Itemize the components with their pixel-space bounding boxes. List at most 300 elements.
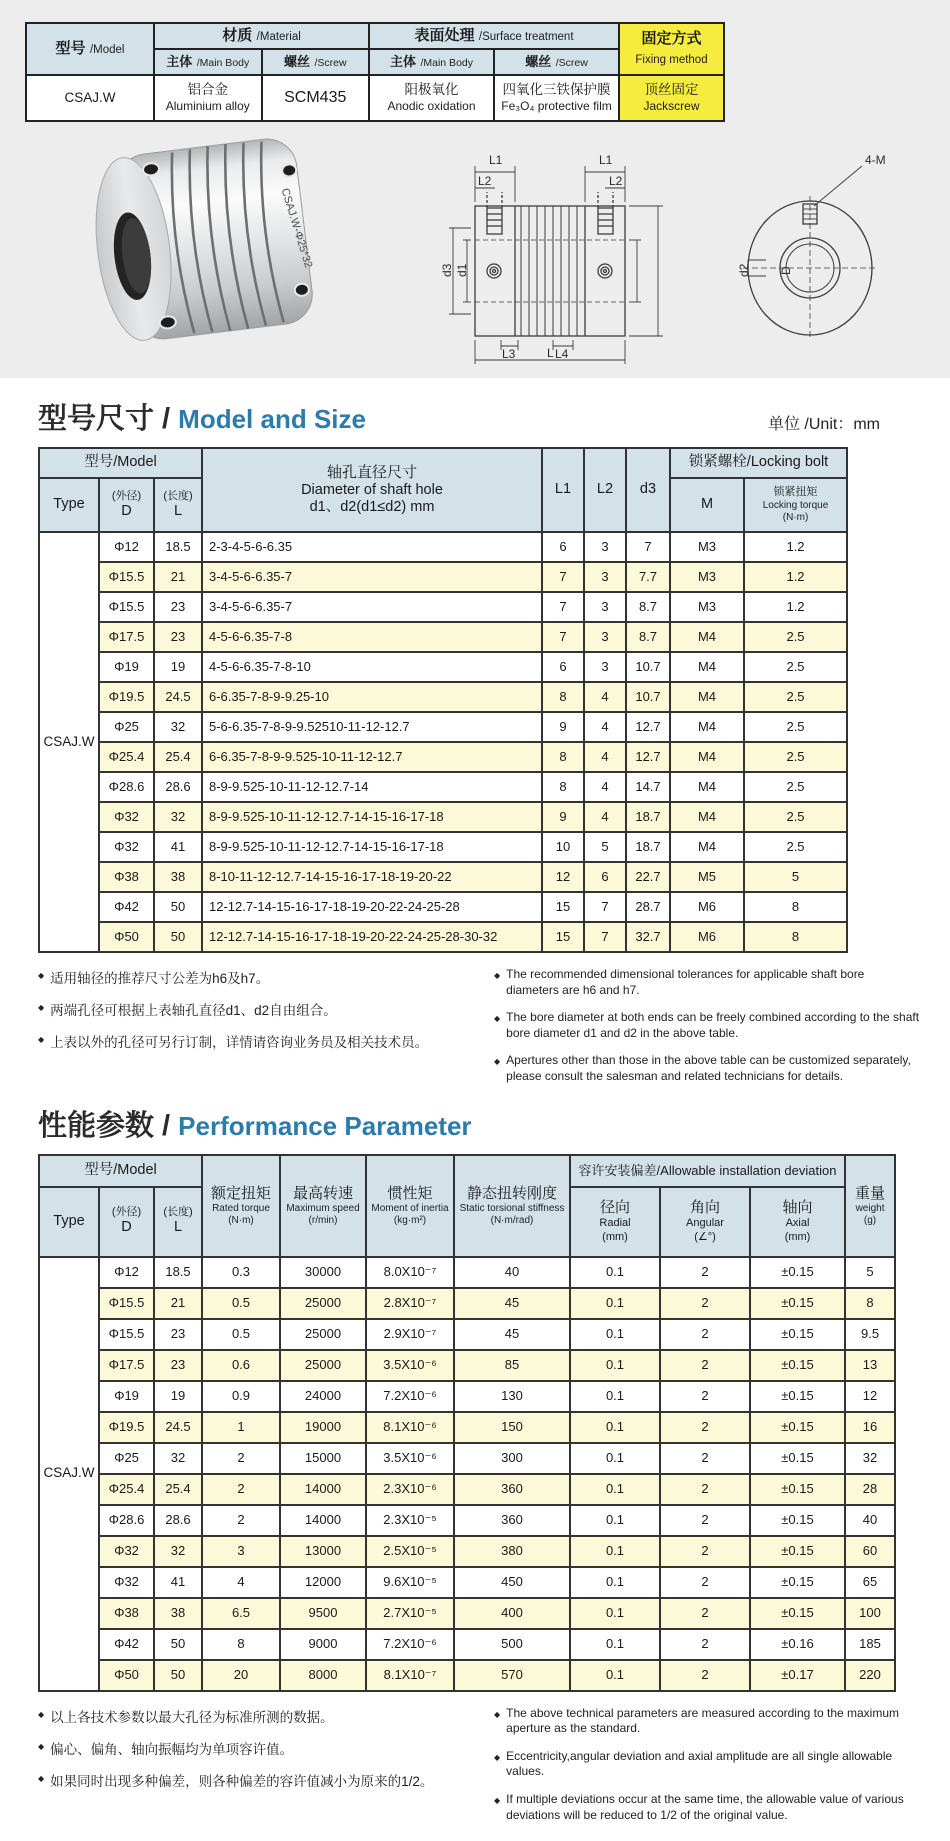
cell: 5-6-6.35-7-8-9-9.52510-11-12-12.7	[202, 712, 542, 742]
cell: 8-10-11-12-12.7-14-15-16-17-18-19-20-22	[202, 862, 542, 892]
dim-label-L1-right: L1	[599, 153, 613, 167]
cell: Φ38	[99, 1598, 154, 1629]
note-text: The bore diameter at both ends can be freely combined according to the shaft bore diameter d1 and d2 in the above table.	[506, 1010, 920, 1040]
perf-header-type: Type	[39, 1187, 99, 1257]
cell: 28.7	[626, 892, 670, 922]
cell: 0.5	[202, 1319, 280, 1350]
spec-material-body: 铝合金 Aluminium alloy	[154, 75, 262, 121]
size-notes-cn	[38, 967, 494, 1097]
note-text: 适用轴径的推荐尺寸公差为h6及h7。	[50, 971, 270, 986]
side-view-drawing	[405, 128, 793, 368]
cell: 4	[584, 682, 626, 712]
cell: 8	[542, 742, 584, 772]
cell: M3	[670, 562, 744, 592]
cell: 2.5	[744, 712, 847, 742]
cell: ±0.15	[750, 1567, 845, 1598]
cell: 2	[660, 1598, 750, 1629]
cell: 28.6	[154, 1505, 202, 1536]
table-row	[39, 862, 847, 892]
cell: 25000	[280, 1288, 366, 1319]
leader-line	[814, 166, 862, 206]
cell: 23	[154, 592, 202, 622]
cell: Φ25.4	[99, 742, 154, 772]
cell: ±0.15	[750, 1474, 845, 1505]
cell: 0.5	[202, 1288, 280, 1319]
cell: 6	[542, 532, 584, 562]
cell: 13	[845, 1350, 895, 1381]
cell: 3.5X10⁻⁶	[366, 1443, 454, 1474]
cell: 3	[584, 562, 626, 592]
note-text: The above technical parameters are measured according to the maximum aperture as the standard.	[506, 1705, 900, 1736]
perf-notes-en	[494, 1706, 920, 1836]
cell: 19	[154, 1381, 202, 1412]
cell: 14000	[280, 1505, 366, 1536]
note-item	[494, 1706, 920, 1737]
photo-engraving-text: CSAJ.W-Φ25*32	[278, 186, 315, 270]
table-row	[39, 832, 847, 862]
cell: ±0.15	[750, 1257, 845, 1288]
dim-label-D: D	[779, 266, 793, 275]
cell: 8-9-9.525-10-11-12-12.7-14-15-16-17-18	[202, 802, 542, 832]
cell: 500	[454, 1629, 570, 1660]
cell: 2	[202, 1505, 280, 1536]
table-row	[39, 682, 847, 712]
cell: 10.7	[626, 682, 670, 712]
cell: 9.6X10⁻⁵	[366, 1567, 454, 1598]
cell: 4	[584, 802, 626, 832]
cell: 50	[154, 922, 202, 952]
perf-notes-cn	[38, 1706, 494, 1836]
cell: 28	[845, 1474, 895, 1505]
cell: M4	[670, 622, 744, 652]
cell: M6	[670, 892, 744, 922]
spec-header-material: 材质 /Material	[154, 23, 369, 49]
cell: 8	[744, 892, 847, 922]
spec-header-model: 型号 /Model	[26, 23, 154, 75]
cell: ±0.15	[750, 1412, 845, 1443]
cell: M4	[670, 652, 744, 682]
cell: 32	[154, 802, 202, 832]
cell: 4	[202, 1567, 280, 1598]
note-item	[38, 1706, 464, 1726]
perf-table-body	[39, 1257, 895, 1691]
cell: 24000	[280, 1381, 366, 1412]
cell: 12000	[280, 1567, 366, 1598]
cell: 4	[584, 772, 626, 802]
spec-header-fixing: 固定方式 Fixing method	[619, 23, 724, 75]
cell: 185	[845, 1629, 895, 1660]
cell: 2	[660, 1629, 750, 1660]
cell: 19000	[280, 1412, 366, 1443]
cell: 2.5	[744, 742, 847, 772]
cell: ±0.15	[750, 1350, 845, 1381]
cell: 1.2	[744, 592, 847, 622]
cell: ±0.17	[750, 1660, 845, 1691]
set-screw-left	[487, 192, 502, 234]
cell: ±0.15	[750, 1443, 845, 1474]
cell: Φ32	[99, 1567, 154, 1598]
note-item	[38, 1031, 464, 1051]
cell: 2	[660, 1474, 750, 1505]
cell: 2	[660, 1443, 750, 1474]
cell: 45	[454, 1288, 570, 1319]
cell: 4-5-6-6.35-7-8	[202, 622, 542, 652]
cell: 12-12.7-14-15-16-17-18-19-20-22-24-25-28-30-32	[202, 922, 542, 952]
cell: 2.5	[744, 772, 847, 802]
dim-label-d2: d2	[737, 263, 751, 277]
size-header-locking: 锁紧螺栓/Locking bolt	[670, 448, 847, 478]
cell: 32	[154, 712, 202, 742]
perf-notes	[38, 1706, 950, 1836]
cell: 2.5	[744, 682, 847, 712]
note-item	[494, 1749, 920, 1780]
unit-label: 单位 /Unit：mm	[767, 416, 880, 433]
cell: 2	[660, 1288, 750, 1319]
spec-subheader-main-body-2: 主体 /Main Body	[369, 49, 494, 75]
cell: Φ32	[99, 832, 154, 862]
perf-header-axial: 轴向 Axial (mm)	[750, 1187, 845, 1257]
table-row	[39, 1319, 895, 1350]
cell: 2.7X10⁻⁵	[366, 1598, 454, 1629]
cell: 2.3X10⁻⁵	[366, 1505, 454, 1536]
cell: 7.2X10⁻⁶	[366, 1629, 454, 1660]
cell: 24.5	[154, 1412, 202, 1443]
cell: Φ19.5	[99, 1412, 154, 1443]
cell: Φ12	[99, 1257, 154, 1288]
table-row	[39, 562, 847, 592]
cell: Φ19	[99, 652, 154, 682]
cell: M3	[670, 592, 744, 622]
cell: 19	[154, 652, 202, 682]
size-table	[38, 447, 848, 953]
dim-label-d1: d1	[455, 263, 469, 277]
cell: 8.1X10⁻⁶	[366, 1412, 454, 1443]
cell: 8	[542, 682, 584, 712]
cell: 8.7	[626, 622, 670, 652]
table-row	[39, 1412, 895, 1443]
cell: 3-4-5-6-6.35-7	[202, 562, 542, 592]
diamond-bullet-icon: ◆	[38, 1003, 45, 1012]
diamond-bullet-icon: ◆	[494, 1014, 501, 1024]
table-row	[39, 622, 847, 652]
note-item	[38, 1738, 464, 1758]
size-notes-en	[494, 967, 920, 1097]
cell: 25.4	[154, 1474, 202, 1505]
cell: 0.1	[570, 1381, 660, 1412]
cell: 9	[542, 802, 584, 832]
cell: 7	[584, 892, 626, 922]
table-row	[39, 1474, 895, 1505]
diamond-bullet-icon: ◆	[494, 1795, 501, 1805]
cell: M4	[670, 712, 744, 742]
cell: 38	[154, 1598, 202, 1629]
cell: 8.0X10⁻⁷	[366, 1257, 454, 1288]
cell: 5	[584, 832, 626, 862]
spec-subheader-screw-1: 螺丝 /Screw	[262, 49, 370, 75]
type-cell: CSAJ.W	[39, 1257, 99, 1691]
cell: 2	[660, 1350, 750, 1381]
cell: ±0.15	[750, 1536, 845, 1567]
spec-material-screw: SCM435	[262, 75, 370, 121]
cell: Φ28.6	[99, 1505, 154, 1536]
cell: 0.3	[202, 1257, 280, 1288]
cell: 2	[660, 1505, 750, 1536]
table-row	[39, 892, 847, 922]
cell: 0.1	[570, 1350, 660, 1381]
cell: 1.2	[744, 532, 847, 562]
cell: 12.7	[626, 712, 670, 742]
table-row	[39, 1288, 895, 1319]
cell: 22.7	[626, 862, 670, 892]
note-text: Eccentricity,angular deviation and axial amplitude are all single allowable values.	[506, 1748, 893, 1779]
cell: 23	[154, 1350, 202, 1381]
table-row	[39, 1381, 895, 1412]
cell: 2	[660, 1381, 750, 1412]
cell: 9500	[280, 1598, 366, 1629]
cell: 220	[845, 1660, 895, 1691]
cell: 2	[660, 1257, 750, 1288]
cell: Φ32	[99, 1536, 154, 1567]
cell: Φ25	[99, 1443, 154, 1474]
cell: 300	[454, 1443, 570, 1474]
cell: M4	[670, 682, 744, 712]
cell: 24.5	[154, 682, 202, 712]
cell: 4-5-6-6.35-7-8-10	[202, 652, 542, 682]
cell: Φ42	[99, 1629, 154, 1660]
cell: 8	[542, 772, 584, 802]
dim-label-L2-right: L2	[609, 174, 623, 188]
cell: 40	[454, 1257, 570, 1288]
cell: 2	[660, 1319, 750, 1350]
cell: 360	[454, 1505, 570, 1536]
cell: 2.3X10⁻⁶	[366, 1474, 454, 1505]
cell: 6-6.35-7-8-9-9.25-10	[202, 682, 542, 712]
cell: 2	[660, 1536, 750, 1567]
cell: 6	[542, 652, 584, 682]
cell: 3	[584, 622, 626, 652]
cell: 2.9X10⁻⁷	[366, 1319, 454, 1350]
cell: 18.7	[626, 802, 670, 832]
spec-surface-body: 阳极氧化 Anodic oxidation	[369, 75, 494, 121]
cell: 2	[202, 1443, 280, 1474]
cell: M6	[670, 922, 744, 952]
diamond-bullet-icon: ◆	[38, 1741, 45, 1751]
diamond-bullet-icon: ◆	[494, 971, 501, 980]
diamond-bullet-icon: ◆	[494, 1709, 501, 1719]
cell: 32	[154, 1443, 202, 1474]
cell: ±0.15	[750, 1319, 845, 1350]
cell: 3-4-5-6-6.35-7	[202, 592, 542, 622]
size-header-hole: 轴孔直径尺寸 Diameter of shaft hole d1、d2(d1≤d2) mm	[202, 448, 542, 532]
table-row	[39, 1598, 895, 1629]
diamond-bullet-icon: ◆	[494, 1057, 501, 1067]
cell: Φ19.5	[99, 682, 154, 712]
cell: 0.1	[570, 1412, 660, 1443]
table-row	[39, 772, 847, 802]
cell: 25.4	[154, 742, 202, 772]
cell: 23	[154, 622, 202, 652]
cell: Φ38	[99, 862, 154, 892]
cell: Φ28.6	[99, 772, 154, 802]
spec-subheader-main-body-1: 主体 /Main Body	[154, 49, 262, 75]
perf-header-deviation: 容许安装偏差/Allowable installation deviation	[570, 1155, 845, 1187]
note-text: The recommended dimensional tolerances for applicable shaft bore diameters are h6 and h7.	[506, 967, 865, 997]
cell: 4	[584, 742, 626, 772]
cell: 14.7	[626, 772, 670, 802]
cell: 12	[542, 862, 584, 892]
cell: 8-9-9.525-10-11-12-12.7-14	[202, 772, 542, 802]
cell: 8.7	[626, 592, 670, 622]
cell: 8000	[280, 1660, 366, 1691]
table-row	[39, 1350, 895, 1381]
cell: M4	[670, 772, 744, 802]
note-item	[38, 999, 464, 1019]
cell: 0.1	[570, 1319, 660, 1350]
cell: ±0.15	[750, 1598, 845, 1629]
perf-header-rated: 额定扭矩 Rated torque (N·m)	[202, 1155, 280, 1257]
cell: 3	[202, 1536, 280, 1567]
cell: 9000	[280, 1629, 366, 1660]
cell: 8.1X10⁻⁷	[366, 1660, 454, 1691]
table-row	[39, 1443, 895, 1474]
cell: 1.2	[744, 562, 847, 592]
cell: 0.1	[570, 1567, 660, 1598]
note-text: Apertures other than those in the above table can be customized separately, please consult the salesman and related technicians for details.	[506, 1053, 911, 1083]
table-row	[39, 652, 847, 682]
cell: 7.2X10⁻⁶	[366, 1381, 454, 1412]
size-section-title: 型号尺寸 / Model and Size	[38, 403, 366, 435]
size-section	[0, 396, 950, 1097]
spec-model-value: CSAJ.W	[26, 75, 154, 121]
cell: 2.8X10⁻⁷	[366, 1288, 454, 1319]
cell: 6-6.35-7-8-9-9.525-10-11-12-12.7	[202, 742, 542, 772]
cell: 41	[154, 832, 202, 862]
cell: 360	[454, 1474, 570, 1505]
table-row	[39, 1629, 895, 1660]
cell: 10.7	[626, 652, 670, 682]
cell: Φ15.5	[99, 592, 154, 622]
size-header-l: (长度) L	[154, 478, 202, 532]
note-item	[494, 1053, 920, 1084]
cell: 8	[202, 1629, 280, 1660]
table-row	[39, 802, 847, 832]
cell: 2-3-4-5-6-6.35	[202, 532, 542, 562]
perf-header-angular: 角向 Angular (∠°)	[660, 1187, 750, 1257]
cell: 0.1	[570, 1536, 660, 1567]
perf-header-l: (长度) L	[154, 1187, 202, 1257]
cell: 3	[584, 592, 626, 622]
cell: 0.1	[570, 1598, 660, 1629]
cell: 5	[744, 862, 847, 892]
cell: 9.5	[845, 1319, 895, 1350]
note-text: 偏心、偏角、轴向振幅均为单项容许值。	[50, 1741, 294, 1757]
cell: ±0.15	[750, 1505, 845, 1536]
perf-section	[0, 1103, 950, 1836]
cell: 380	[454, 1536, 570, 1567]
table-row	[39, 922, 847, 952]
cell: 50	[154, 892, 202, 922]
cell: 20	[202, 1660, 280, 1691]
cell: 30000	[280, 1257, 366, 1288]
cell: 12	[845, 1381, 895, 1412]
cell: 2.5	[744, 622, 847, 652]
note-text: 如果同时出现多种偏差，则各种偏差的容许值减小为原来的1/2。	[50, 1773, 434, 1789]
cell: 0.1	[570, 1660, 660, 1691]
cell: 85	[454, 1350, 570, 1381]
cell: Φ50	[99, 1660, 154, 1691]
dim-label-L: L	[547, 346, 554, 360]
cell: M5	[670, 862, 744, 892]
cell: 7	[542, 562, 584, 592]
cell: 0.1	[570, 1505, 660, 1536]
cell: 2.5	[744, 802, 847, 832]
dim-label-L4: L4	[555, 347, 569, 361]
cell: 0.9	[202, 1381, 280, 1412]
cell: 3	[584, 652, 626, 682]
cell: 28.6	[154, 772, 202, 802]
cell: 15	[542, 892, 584, 922]
cell: 65	[845, 1567, 895, 1598]
cell: Φ25	[99, 712, 154, 742]
size-header-m: M	[670, 478, 744, 532]
table-row	[39, 1536, 895, 1567]
spec-header-surface: 表面处理 /Surface treatment	[369, 23, 619, 49]
dim-label-L2-left: L2	[478, 174, 492, 188]
type-cell: CSAJ.W	[39, 532, 99, 952]
note-item	[494, 967, 920, 998]
cell: 7	[542, 622, 584, 652]
cell: Φ12	[99, 532, 154, 562]
dim-label-L3: L3	[502, 347, 516, 361]
cell: 8	[744, 922, 847, 952]
size-header-l2: L2	[584, 448, 626, 532]
cell: M3	[670, 532, 744, 562]
cell: Φ17.5	[99, 1350, 154, 1381]
cell: 2.5	[744, 652, 847, 682]
cell: M4	[670, 742, 744, 772]
cell: Φ15.5	[99, 1319, 154, 1350]
cell: 4	[584, 712, 626, 742]
cell: 0.6	[202, 1350, 280, 1381]
cell: 6	[584, 862, 626, 892]
perf-header-weight: 重量 weight (g)	[845, 1155, 895, 1257]
table-row	[39, 1257, 895, 1288]
size-header-l1: L1	[542, 448, 584, 532]
graphics-row	[25, 128, 950, 368]
cell: 32	[845, 1443, 895, 1474]
size-header-torque: 锁紧扭矩 Locking torque (N·m)	[744, 478, 847, 532]
cell: 21	[154, 1288, 202, 1319]
cell: 1	[202, 1412, 280, 1443]
diamond-bullet-icon: ◆	[494, 1752, 501, 1762]
cell: 3	[584, 532, 626, 562]
cell: 2	[660, 1567, 750, 1598]
perf-header-model: 型号/Model	[39, 1155, 202, 1187]
perf-header-d: (外径) D	[99, 1187, 154, 1257]
table-row	[39, 1567, 895, 1598]
cell: 50	[154, 1660, 202, 1691]
side-screw-circles	[487, 264, 612, 278]
cell: 0.1	[570, 1288, 660, 1319]
cell: 2	[660, 1412, 750, 1443]
dim-label-4M: 4-M	[865, 153, 886, 167]
cell: 25000	[280, 1319, 366, 1350]
cell: 7	[626, 532, 670, 562]
note-item	[38, 1770, 464, 1790]
perf-header-stiffness: 静态扭转刚度 Static torsional stiffness (N·m/rad)	[454, 1155, 570, 1257]
perf-header-speed: 最高转速 Maximum speed (r/min)	[280, 1155, 366, 1257]
spec-subheader-screw-2: 螺丝 /Screw	[494, 49, 619, 75]
